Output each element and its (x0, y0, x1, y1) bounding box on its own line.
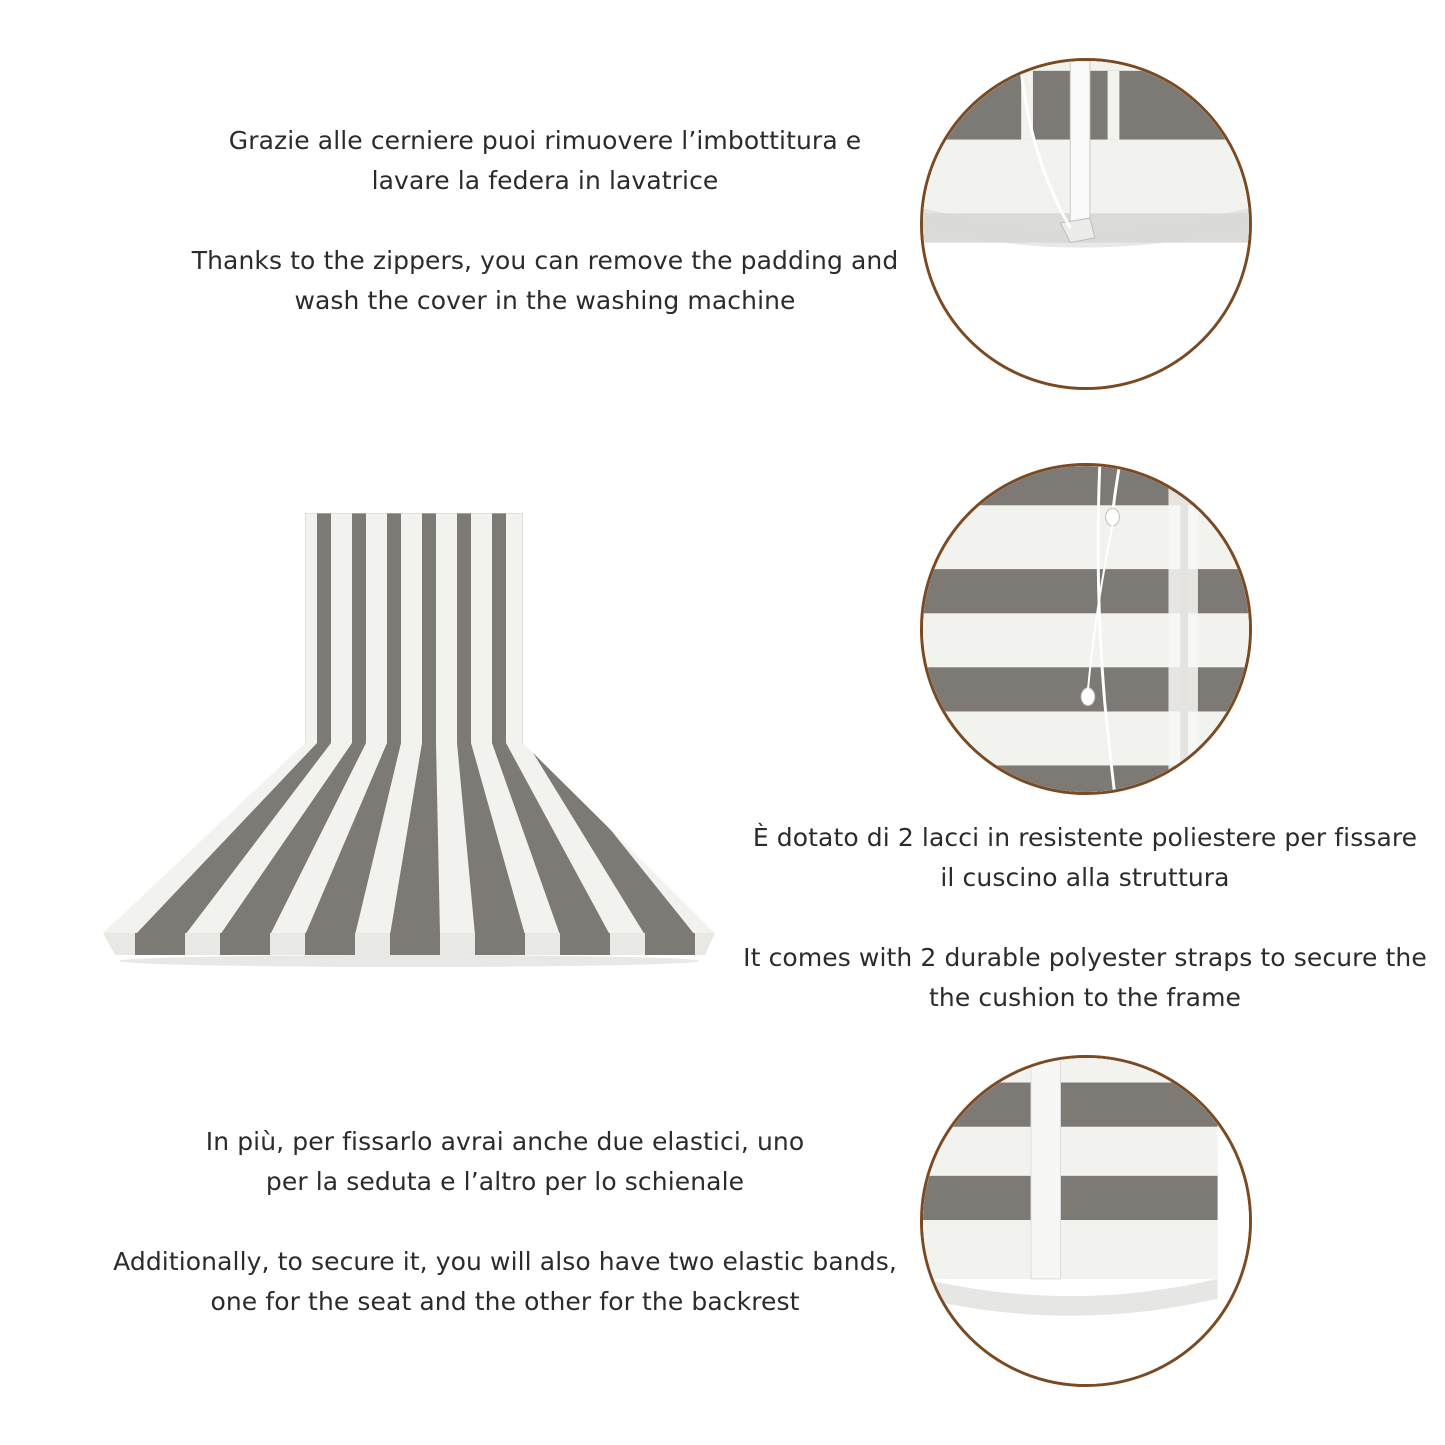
zipper-text-en-1: Thanks to the zippers, you can remove the padding and (191, 246, 899, 275)
seat-front-edge (95, 933, 735, 958)
straps-text-en-2: the cushion to the frame (928, 983, 1242, 1012)
elastic-text-it-1: In più, per fissarlo avrai anche due elastici, uno (205, 1127, 805, 1156)
straps-text-it-2: il cuscino alla struttura (940, 863, 1230, 892)
elastic-closeup-drawing (923, 1058, 1249, 1384)
elastic-text-en-1: Additionally, to secure it, you will also have two elastic bands, (113, 1247, 897, 1276)
zipper-text-en-2: wash the cover in the washing machine (294, 286, 796, 315)
straps-text-en-1: It comes with 2 durable polyester straps to secure the (743, 943, 1427, 972)
elastic-closeup-image (920, 1055, 1252, 1387)
backrest (305, 513, 523, 748)
zipper-text-it-2: lavare la federa in lavatrice (371, 166, 719, 195)
straps-text-it-1: È dotato di 2 lacci in resistente poliestere per fissare (752, 823, 1418, 852)
zipper-description (130, 121, 960, 321)
lounger-cushion-image (95, 505, 735, 975)
straps-closeup-image (920, 463, 1252, 795)
zipper-closeup-drawing (923, 61, 1249, 387)
straps-description (700, 818, 1445, 1018)
seat (95, 735, 735, 945)
elastic-description (100, 1122, 910, 1322)
elastic-text-en-2: one for the seat and the other for the backrest (210, 1287, 800, 1316)
zipper-text-it-1: Grazie alle cerniere puoi rimuovere l’imbottitura e (228, 126, 862, 155)
elastic-text-it-2: per la seduta e l’altro per lo schienale (265, 1167, 745, 1196)
straps-closeup-drawing (923, 466, 1249, 792)
lounger-cushion-drawing (95, 505, 735, 975)
zipper-closeup-image (920, 58, 1252, 390)
